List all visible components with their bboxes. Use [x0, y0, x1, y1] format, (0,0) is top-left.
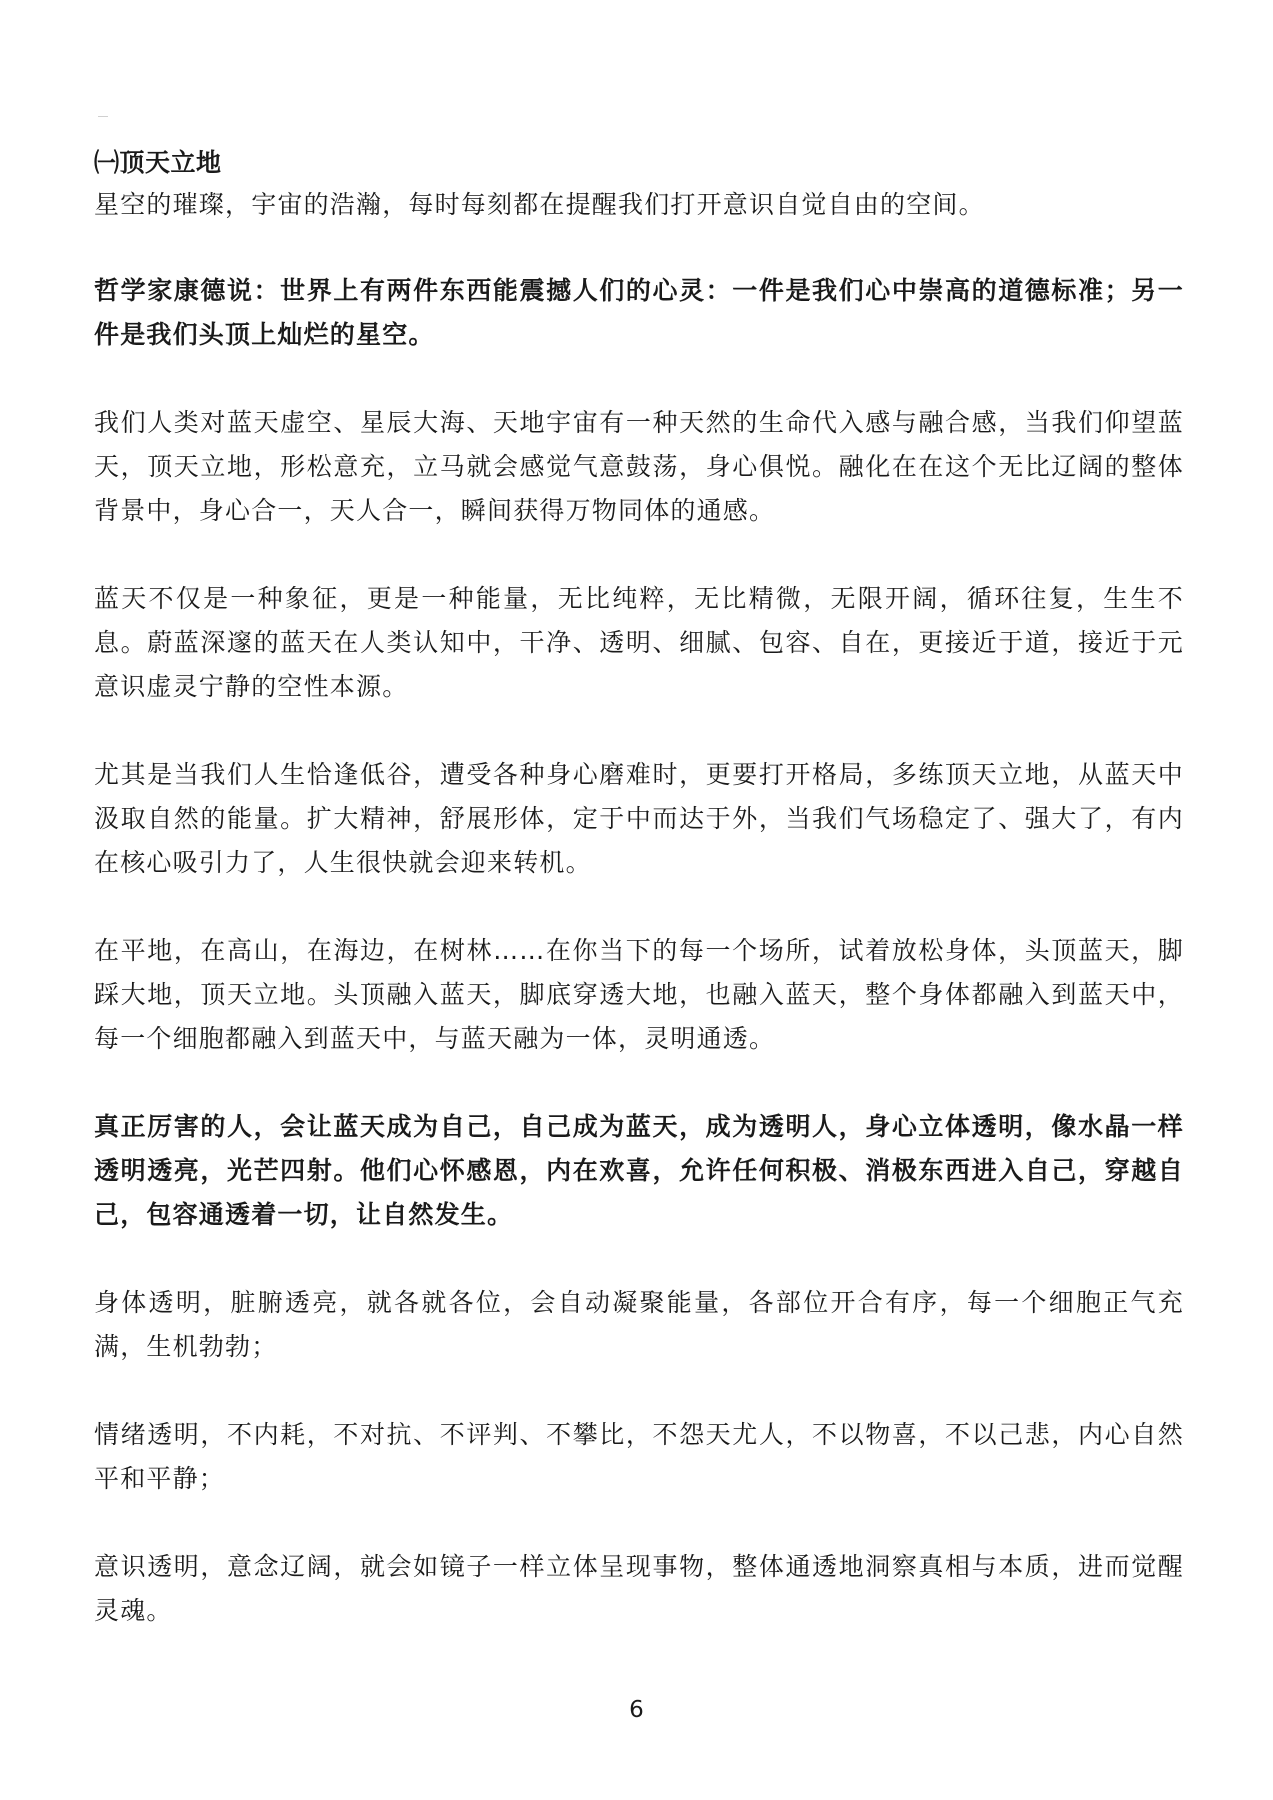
scan-mark	[98, 116, 108, 117]
page-number: 6	[629, 1697, 644, 1723]
paragraph-transparent-person: 真正厉害的人，会让蓝天成为自己，自己成为蓝天，成为透明人，身心立体透明，像水晶一样透明透亮，光芒四射。他们心怀感恩，内在欢喜，允许任何积极、消极东西进入自己，穿越自己，包容通透着一切，让自然发生。	[94, 1112, 1184, 1229]
paragraph-sky-connection: 我们人类对蓝天虚空、星辰大海、天地宇宙有一种天然的生命代入感与融合感，当我们仰望蓝天，顶天立地，形松意充，立马就会感觉气意鼓荡，身心俱悦。融化在在这个无比辽阔的整体背景中，身心合一，天人合一，瞬间获得万物同体的通感。	[94, 408, 1184, 525]
section-title: ㈠顶天立地	[94, 148, 222, 177]
paragraph-intro: 星空的璀璨，宇宙的浩瀚，每时每刻都在提醒我们打开意识自觉自由的空间。	[94, 190, 985, 219]
paragraph-body-transparent: 身体透明，脏腑透亮，就各就各位，会自动凝聚能量，各部位开合有序，每一个细胞正气充满，生机勃勃；	[94, 1288, 1184, 1361]
paragraph-consciousness-transparent: 意识透明，意念辽阔，就会如镜子一样立体呈现事物，整体通透地洞察真相与本质，进而觉醒灵魂。	[94, 1552, 1184, 1625]
paragraph-emotion-transparent: 情绪透明，不内耗，不对抗、不评判、不攀比，不怨天尤人，不以物喜，不以己悲，内心自然平和平静；	[94, 1420, 1184, 1493]
paragraph-low-point: 尤其是当我们人生恰逢低谷，遭受各种身心磨难时，更要打开格局，多练顶天立地，从蓝天中汲取自然的能量。扩大精神，舒展形体，定于中而达于外，当我们气场稳定了、强大了，有内在核心吸引力了，人生很快就会迎来转机。	[94, 760, 1184, 877]
paragraph-practice: 在平地，在高山，在海边，在树林……在你当下的每一个场所，试着放松身体，头顶蓝天，脚踩大地，顶天立地。头顶融入蓝天，脚底穿透大地，也融入蓝天，整个身体都融入到蓝天中，每一个细胞都融入到蓝天中，与蓝天融为一体，灵明通透。	[94, 936, 1184, 1053]
document-body	[94, 145, 1184, 1677]
paragraph-kant-quote: 哲学家康德说：世界上有两件东西能震撼人们的心灵：一件是我们心中崇高的道德标准；另一件是我们头顶上灿烂的星空。	[94, 276, 1184, 349]
paragraph-blue-sky-energy: 蓝天不仅是一种象征，更是一种能量，无比纯粹，无比精微，无限开阔，循环往复，生生不息。蔚蓝深邃的蓝天在人类认知中，干净、透明、细腻、包容、自在，更接近于道，接近于元意识虚灵宁静的空性本源。	[94, 584, 1184, 701]
